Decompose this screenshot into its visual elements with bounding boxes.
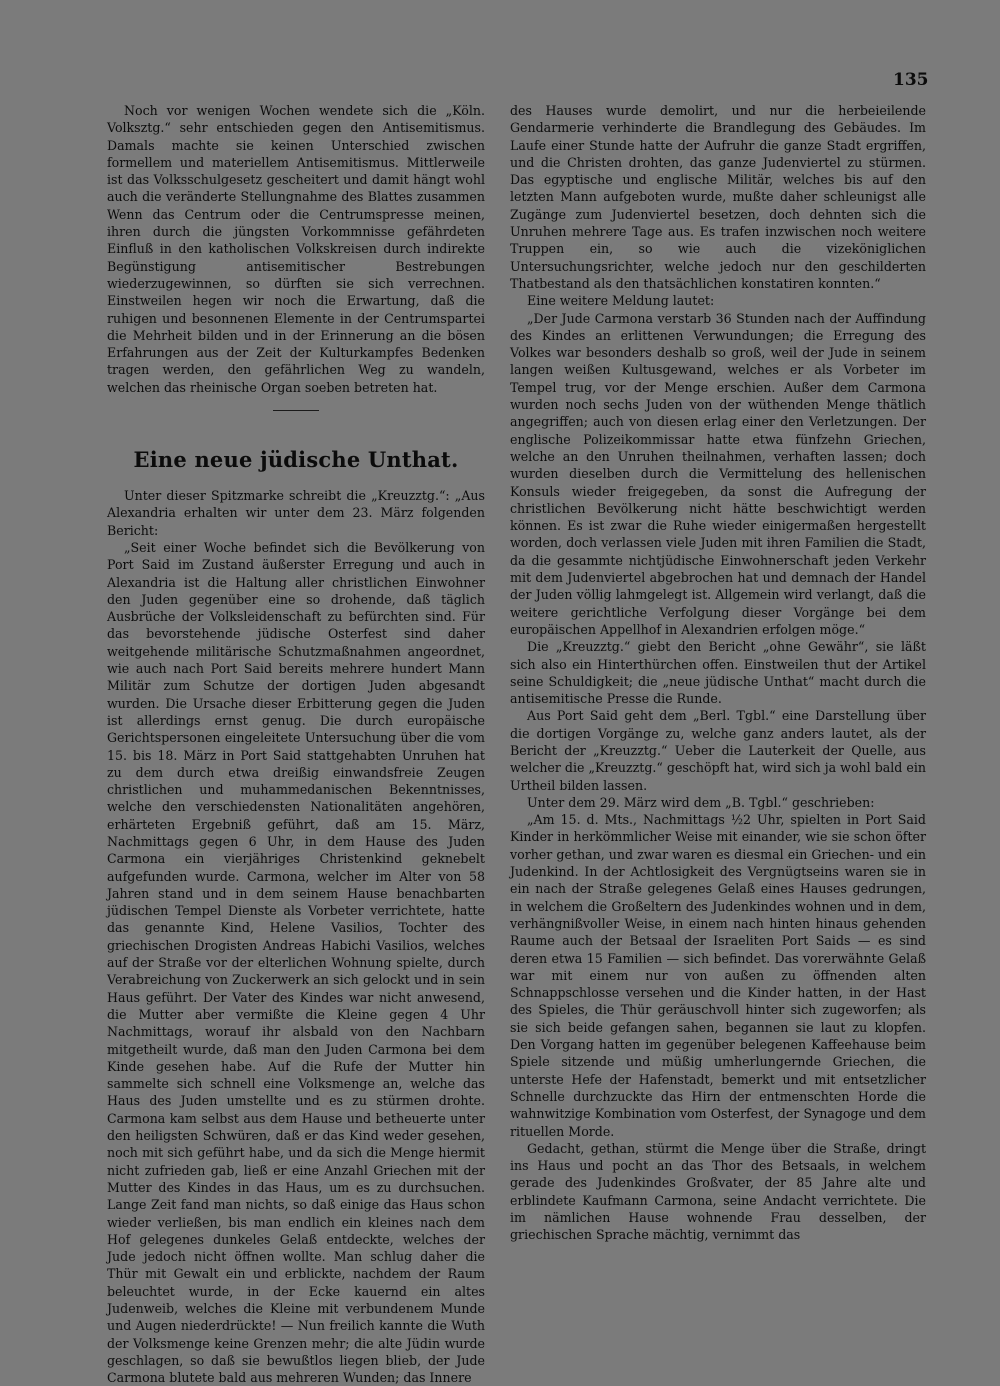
paragraph: Unter dem 29. März wird dem „B. Tgbl.“ geschrieben: bbox=[527, 794, 875, 810]
paragraph: Gedacht, gethan, stürmt die Menge über die Straße, dringt ins Haus und pocht an das Thor des Betsaals, in welchem gerade des Judenkindes Großvater, der 85 Jahre alte und erblindete Kaufmann Carmona, seine Andacht verrichtete. Die im nämlichen Hause wohnende Frau desselben, der griechischen Sprache mächtig, vernimmt das bbox=[510, 1140, 926, 1243]
page-number: 135 bbox=[893, 70, 929, 90]
paragraph: Eine weitere Meldung lautet: bbox=[527, 293, 715, 309]
right-column bbox=[510, 102, 926, 1244]
paragraph: Aus Port Said geht dem „Berl. Tgbl.“ eine Darstellung über die dortigen Vorgänge zu, welche ganz anders lautet, als der Bericht der „Kreuzztg.“ Ueber die Lauterkeit der Quelle, aus welcher die „Kreuzztg.“ geschöpft hat, wird sich ja wohl bald ein Urtheil bilden lassen. bbox=[510, 708, 926, 793]
paragraph: Die „Kreuzztg.“ giebt den Bericht „ohne Gewähr“, sie läßt sich also ein Hinterthürchen offen. Einstweilen thut der Artikel seine Schuldigkeit; die „neue jüdische Unthat“ macht durch die antisemitische Presse die Runde. bbox=[510, 639, 926, 707]
paragraph: Unter dieser Spitzmarke schreibt die „Kreuzztg.“: „Aus Alexandria erhalten wir unter dem 23. März folgenden Bericht: bbox=[107, 488, 485, 538]
left-column bbox=[107, 102, 485, 1386]
quoted-paragraph: des Hauses wurde demolirt, und nur die herbeieilende Gendarmerie verhinderte die Brandlegung des Gebäudes. Im Laufe einer Stunde hatte der Aufruhr die ganze Stadt ergriffen, und die Christen drohten, das ganze Judenviertel zu stürmen. Das egyptische und englische Militär, welches bis auf den letzten Mann aufgeboten wurde, mußte daher schleunigst alle Zugänge zum Judenviertel besetzen, doch dehnten sich die Unruhen mehrere Tage aus. Es trafen inzwischen noch weitere Truppen ein, so wie auch die vizeköniglichen Untersuchungsrichter, welche jedoch nur den geschilderten Thatbestand als den thatsächlichen konstatiren konnten.“ bbox=[510, 103, 926, 291]
quoted-paragraph: „Seit einer Woche befindet sich die Bevölkerung von Port Said im Zustand äußerster Erregung und auch in Alexandria ist die Haltung aller christlichen Einwohner den Juden gegenüber eine so drohende, daß täglich Ausbrüche der Volksleidenschaft zu befürchten sind. Für das bevorstehende jüdische Osterfest sind daher weitgehende militärische Schutzmaßnahmen angeordnet, wie auch nach Port Said bereits mehrere hundert Mann Militär zum Schutze der dortigen Juden abgesandt wurden. Die Ursache dieser Erbitterung gegen die Juden ist allerdings ernst genug. Die durch europäische Gerichtspersonen eingeleitete Untersuchung über die vom 15. bis 18. März in Port Said stattgehabten Unruhen hat zu dem durch etwa dreißig einwandsfreie Zeugen christlichen und muhammedanischen Bekenntnisses, welche den verschiedensten Nationalitäten angehören, erhärteten Ergebniß geführt, daß am 15. März, Nachmittags gegen 6 Uhr, in dem Hause des Juden Carmona ein vierjähriges Christenkind geknebelt aufgefunden wurde. Carmona, welcher im Alter von 58 Jahren stand und in dem seinem Hause benachbarten jüdischen Tempel Dienste als Vorbeter verrichtete, hatte das genannte Kind, Helene Vasilios, Tochter des griechischen Drogisten Andreas Habichi Vasilios, welches auf der Straße vor der elterlichen Wohnung spielte, durch Verabreichung von Zuckerwerk an sich gelockt und in sein Haus geführt. Der Vater des Kindes war nicht anwesend, die Mutter aber vermißte die Kleine gegen 4 Uhr Nachmittags, worauf ihr alsbald von den Nachbarn mitgetheilt wurde, daß man den Juden Carmona bei dem Kinde gesehen habe. Auf die Rufe der Mutter hin sammelte sich schnell eine Volksmenge an, welche das Haus des Juden umstellte und es zu stürmen drohte. Carmona kam selbst aus dem Hause und betheuerte unter den heiligsten Schwüren, daß er das Kind weder gesehen, noch mit sich geführt habe, und da sich die Menge hiermit nicht zufrieden gab, ließ er eine Anzahl Griechen mit der Mutter des Kindes in das Haus, um es zu durchsuchen. Lange Zeit fand man nichts, so daß einige das Haus schon wieder verließen, bis man endlich ein kleines nach dem Hof gelegenes dunkeles Gelaß entdeckte, welches der Jude jedoch nicht öffnen wollte. Man schlug daher die Thür mit Gewalt ein und erblickte, nachdem der Raum beleuchtet wurde, in der Ecke kauernd ein altes Judenweib, welches die Kleine mit verbundenem Munde und Augen niederdrückte! — Nun freilich kannte die Wuth der Volksmenge keine Grenzen mehr; die alte Jüdin wurde geschlagen, so daß sie bewußtlos liegen blieb, der Jude Carmona blutete bald aus mehreren Wunden; das Innere bbox=[107, 539, 485, 1386]
article-title: Eine neue jüdische Unthat. bbox=[133, 447, 459, 473]
paragraph: Noch vor wenigen Wochen wendete sich die „Köln. Volksztg.“ sehr entschieden gegen den Antisemitismus. Damals machte sie keinen Unterschied zwischen formellem und materiellem Antisemitismus. Mittlerweile ist das Volksschulgesetz gescheitert und damit hängt wohl auch die veränderte Stellungnahme des Blattes zusammen Wenn das Centrum oder die Centrumspresse meinen, ihren durch die jüngsten Vorkommnisse gefährdeten Einfluß in den katholischen Volkskreisen durch indirekte Begünstigung antisemitischer Bestrebungen wiederzugewinnen, so dürften sie sich verrechnen. Einstweilen hegen wir noch die Erwartung, daß die ruhigen und besonnenen Elemente in der Centrumspartei die Mehrheit bilden und in der Erinnerung an die bösen Erfahrungen aus der Zeit der Kulturkampfes Bedenken tragen werden, den gefährlichen Weg zu wandeln, welchen das rheinische Organ soeben betreten hat. bbox=[107, 103, 485, 395]
section-divider bbox=[273, 410, 319, 411]
quoted-paragraph: „Der Jude Carmona verstarb 36 Stunden nach der Auffindung des Kindes an erlittenen Verwundungen; die Erregung des Volkes war besonders deshalb so groß, weil der Jude in seinem langen weißen Kultusgewand, welches er als Vorbeter im Tempel trug, vor der Menge erschien. Außer dem Carmona wurden noch sechs Juden von der wüthenden Menge thätlich angegriffen; auch von diesen erlag einer den Verletzungen. Der englische Polizeikommissar hatte etwa fünfzehn Griechen, welche an den Unruhen theilnahmen, verhaften lassen; doch wurden dieselben durch die Vermittelung des hellenischen Konsuls wieder freigegeben, da sonst die Aufregung der christlichen Bevölkerung nicht hätte beschwichtigt werden können. Es ist zwar die Ruhe wieder einigermaßen hergestellt worden, doch verlassen viele Juden mit ihren Familien die Stadt, da die gesammte nichtjüdische Einwohnerschaft jeden Verkehr mit dem Judenviertel abgebrochen hat und demnach der Handel der Juden völlig lahmgelegt ist. Allgemein wird verlangt, daß die weitere gerichtliche Verfolgung dieser Vorgänge bei dem europäischen Appellhof in Alexandrien erfolgen möge.“ bbox=[510, 310, 926, 637]
quoted-paragraph: „Am 15. d. Mts., Nachmittags ½2 Uhr, spielten in Port Said Kinder in herkömmlicher Weise mit einander, wie sie schon öfter vorher gethan, und zwar waren es diesmal ein Griechen- und ein Judenkind. In der Achtlosigkeit des Vergnügtseins waren sie in ein nach der Straße gelegenes Gelaß eines Hauses gedrungen, in welchem die Großeltern des Judenkindes wohnen und in dem, verhängnißvoller Weise, in einem nach hinten hinaus gehenden Raume auch der Betsaal der Israeliten Port Saids — es sind deren etwa 15 Familien — sich befindet. Das vorerwähnte Gelaß war mit einem nur von außen zu öffnenden alten Schnappschlosse versehen und die Kinder hatten, in der Hast des Spieles, die Thür geräuschvoll hinter sich zugeworfen; als sie sich beide gefangen sahen, begannen sie laut zu klopfen. Den Vorgang hatten im gegenüber belegenen Kaffeehause beim Spiele sitzende und müßig umherlungernde Griechen, die unterste Hefe der Hafenstadt, bemerkt und mit entsetzlicher Schnelle durchzuckte das Hirn der entmenschten Horde die wahnwitzige Kombination vom Osterfest, der Synagoge und dem rituellen Morde. bbox=[510, 812, 926, 1139]
